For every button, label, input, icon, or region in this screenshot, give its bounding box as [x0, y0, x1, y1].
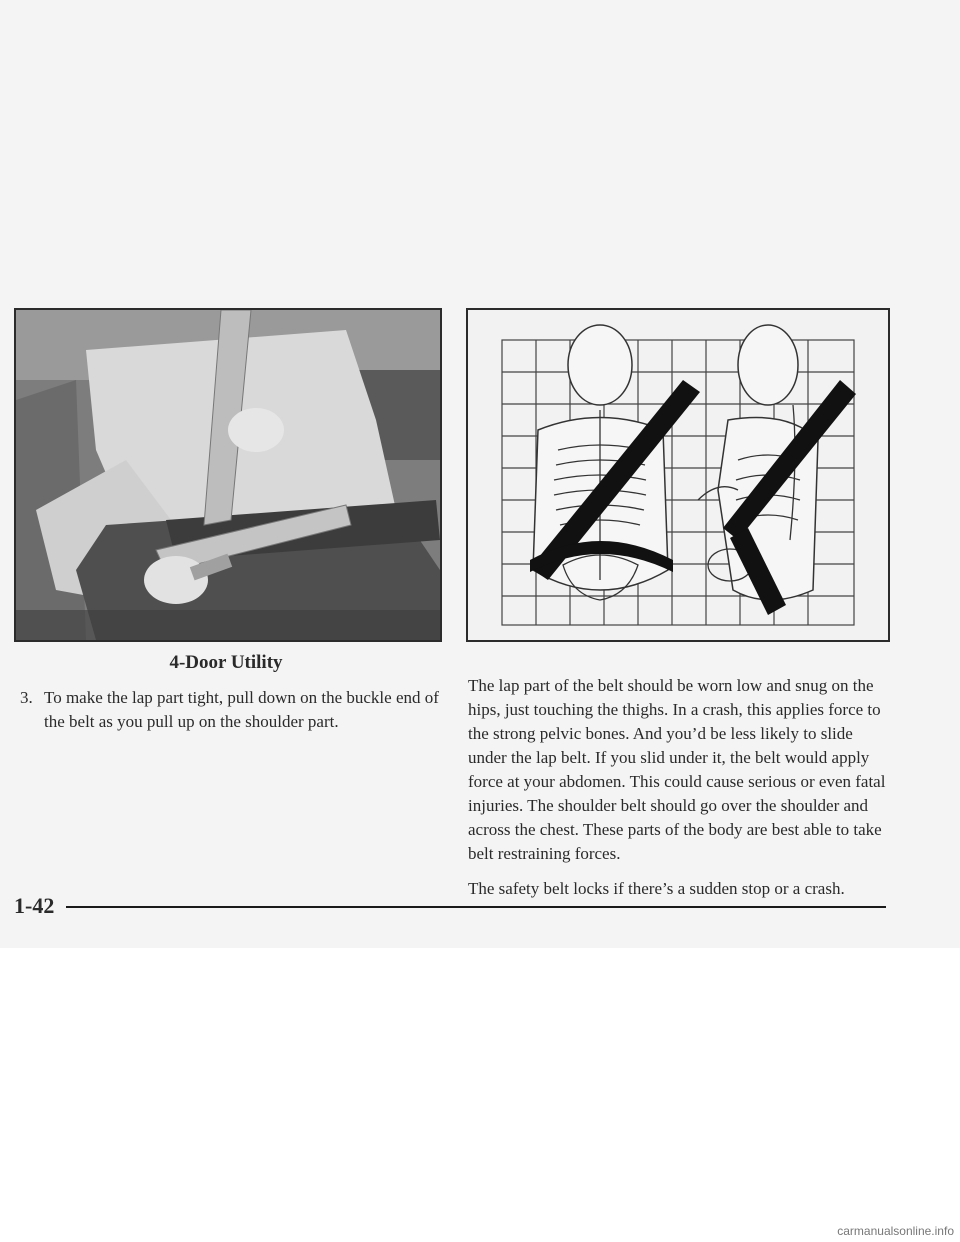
- body-text-column: [468, 674, 888, 912]
- footer-watermark: carmanualsonline.info: [837, 1224, 954, 1238]
- instruction-step: [20, 686, 440, 734]
- footer-rule: [66, 906, 886, 908]
- step-text: To make the lap part tight, pull down on the buckle end of the belt as you pull up on the shoulder part.: [44, 688, 439, 731]
- figure-caption: 4-Door Utility: [169, 652, 283, 673]
- page-number: 1-42: [14, 893, 55, 918]
- body-paragraph: The lap part of the belt should be worn low and snug on the hips, just touching the thighs. In a crash, this applies force to the strong pelvic bones. And you’d be less likely to slide under the lap belt. If you slid under it, the belt would apply force at your abdomen. This could cause serious or even fatal injuries. The shoulder belt should go over the shoulder and across the chest. These parts of the body are best able to take belt restraining forces.: [468, 676, 886, 863]
- seatbelt-fastening-illustration: [14, 308, 442, 642]
- body-paragraph: The safety belt locks if there’s a sudden stop or a crash.: [468, 879, 845, 898]
- step-number: 3.: [20, 688, 33, 707]
- skeleton-belt-position-diagram: [466, 308, 890, 642]
